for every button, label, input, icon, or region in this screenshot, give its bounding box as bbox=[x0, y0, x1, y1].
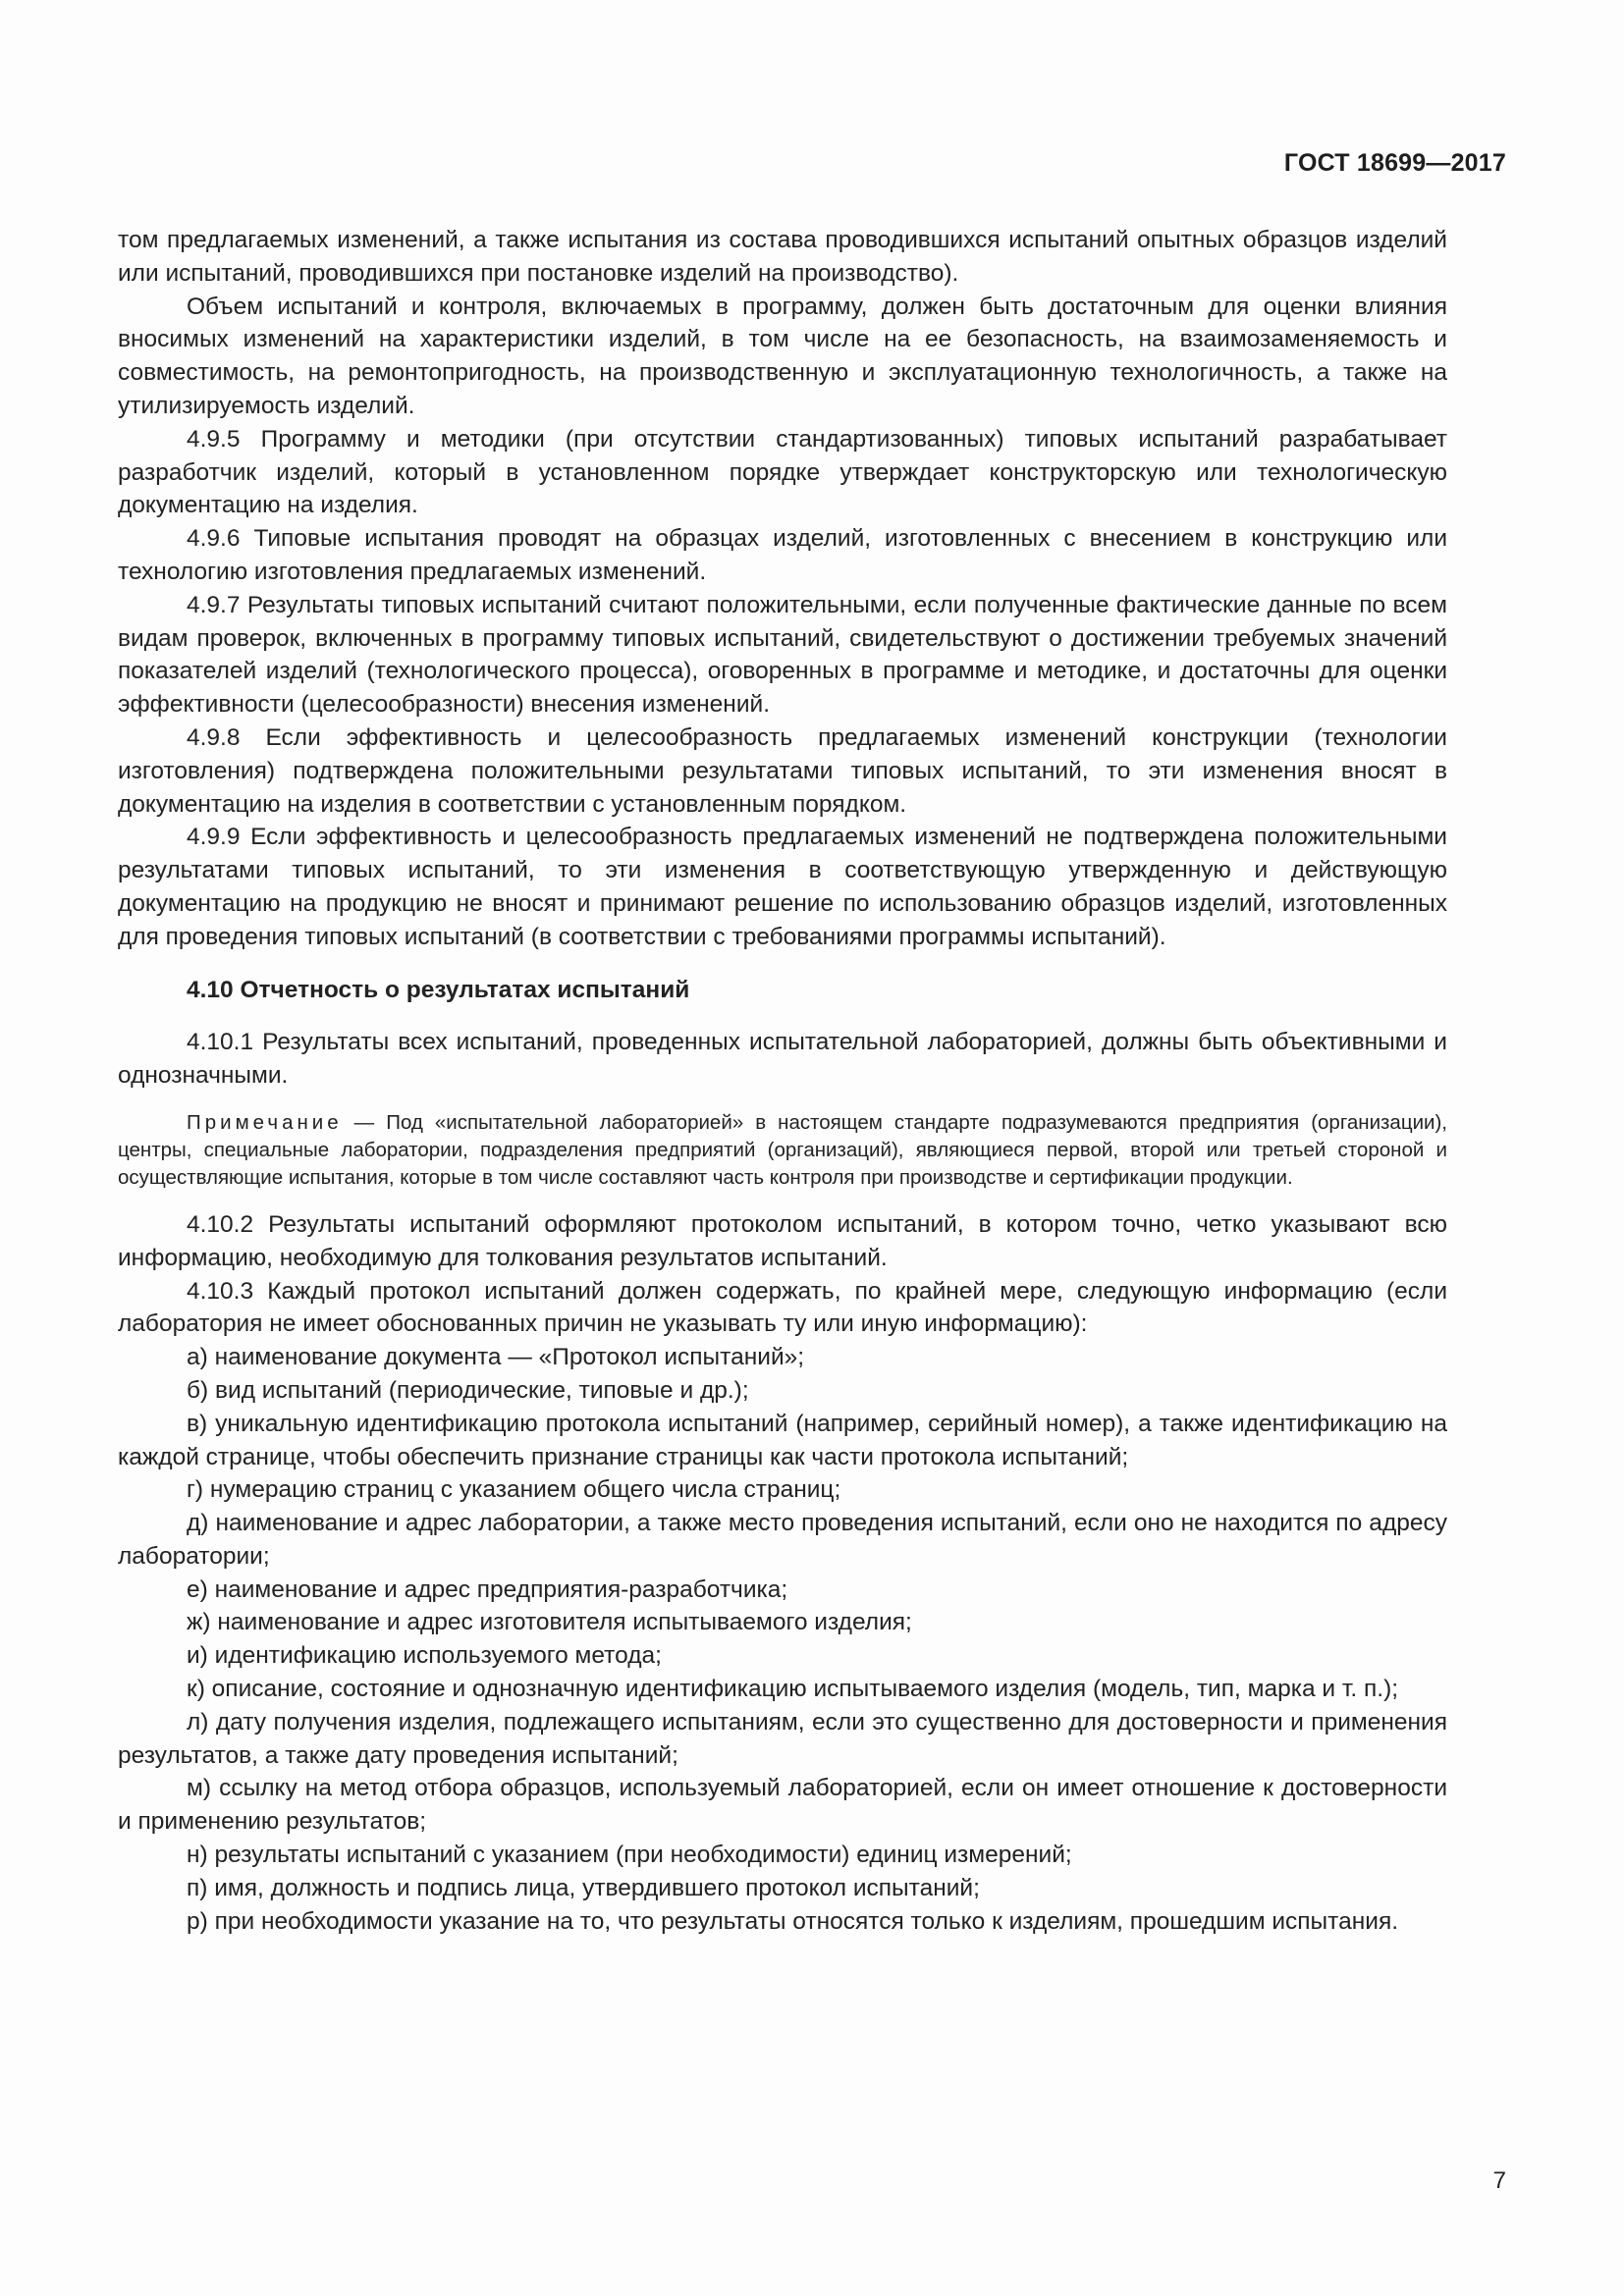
list-item-m: м) ссылку на метод отбора образцов, используемый лабораторией, если он имеет отношение к достоверности и применению результатов; bbox=[118, 1775, 1447, 1836]
clause-4-9-9: 4.9.9 Если эффективность и целесообразность предлагаемых изменений не подтверждена положительными результатами типовых испытаний, то эти изменения в соответствующую утвержденную и действующую документацию на продукцию не вносят и принимают решение по использованию образцов изделий, изготовленных для проведения типовых испытаний (в соответствии с требованиями программы испытаний). bbox=[118, 824, 1447, 950]
clause-4-10-3: 4.10.3 Каждый протокол испытаний должен содержать, по крайней мере, следующую информацию (если лаборатория не имеет обоснованных причин не указывать ту или иную информацию): bbox=[118, 1277, 1447, 1338]
paragraph-continuation: том предлагаемых изменений, а также испытания из состава проводившихся испытаний опытных образцов изделий или испытаний, проводившихся при постановке изделий на производство). bbox=[118, 227, 1447, 287]
list-item-a: а) наименование документа — «Протокол испытаний»; bbox=[187, 1344, 805, 1371]
clause-4-9-8: 4.9.8 Если эффективность и целесообразность предлагаемых изменений конструкции (технологии изготовления) подтверждена положительными результатами типовых испытаний, то эти изменения вносят в документацию на изделия в соответствии с установленным порядком. bbox=[118, 723, 1447, 818]
note-label: Примечание bbox=[187, 1110, 343, 1134]
list-item-b: б) вид испытаний (периодические, типовые и др.); bbox=[187, 1376, 749, 1404]
body-text bbox=[118, 224, 1447, 1938]
clause-4-9-7: 4.9.7 Результаты типовых испытаний считают положительными, если полученные фактические данные по всем видам проверок, включенных в программу типовых испытаний, свидетельствуют о достижении требуемых значений показателей изделий (технологического процесса), оговоренных в программе и методике, и достаточны для оценки эффективности (целесообразности) внесения изменений. bbox=[118, 591, 1447, 719]
page-number: 7 bbox=[1492, 2167, 1506, 2194]
clause-4-10-2: 4.10.2 Результаты испытаний оформляют протоколом испытаний, в котором точно, четко указывают всю информацию, необходимую для толкования результатов испытаний. bbox=[118, 1210, 1447, 1271]
paragraph: Объем испытаний и контроля, включаемых в программу, должен быть достаточным для оценки влияния вносимых изменений на характеристики изделий, в том числе на ее безопасность, на взаимозаменяемость и совместимость, на ремонтопригодность, на производственную и эксплуатационную технологичность, а также на утилизируемость изделий. bbox=[118, 293, 1447, 419]
list-item-e: е) наименование и адрес предприятия-разработчика; bbox=[187, 1575, 788, 1603]
clause-4-9-6: 4.9.6 Типовые испытания проводят на образцах изделий, изготовленных с внесением в конструкцию или технологию изготовления предлагаемых изменений. bbox=[118, 525, 1447, 585]
clause-4-10-1: 4.10.1 Результаты всех испытаний, проведенных испытательной лабораторией, должны быть объективными и однозначными. bbox=[118, 1029, 1447, 1090]
standard-code-header: ГОСТ 18699—2017 bbox=[1283, 149, 1506, 177]
list-item-l: л) дату получения изделия, подлежащего испытаниям, если это существенно для достоверности и применения результатов, а также дату проведения испытаний; bbox=[118, 1708, 1447, 1769]
note bbox=[118, 1109, 1447, 1192]
list-item-k: к) описание, состояние и однозначную идентификацию испытываемого изделия (модель, тип, марка и т. п.); bbox=[187, 1676, 1399, 1703]
list-item-r: р) при необходимости указание на то, что результаты относятся только к изделиям, прошедшим испытания. bbox=[187, 1907, 1399, 1935]
list-item-g: г) нумерацию страниц с указанием общего числа страниц; bbox=[187, 1476, 841, 1504]
clause-4-9-5: 4.9.5 Программу и методики (при отсутствии стандартизованных) типовых испытаний разрабатывает разработчик изделий, который в установленном порядке утверждает конструкторскую или технологическую документацию на изделия. bbox=[118, 425, 1447, 519]
list-item-d: д) наименование и адрес лаборатории, а также место проведения испытаний, если оно не находится по адресу лаборатории; bbox=[118, 1510, 1447, 1570]
note-text: — Под «испытательной лабораторией» в настоящем стандарте подразумеваются предприятия (организации), центры, специальные лаборатории, подразделения предприятий (организаций), являющиеся первой, второй или третьей стороной и осуществляющие испытания, которые в том числе составляют часть контроля при производстве и сертификации продукции. bbox=[118, 1110, 1447, 1189]
list-item-v: в) уникальную идентификацию протокола испытаний (например, серийный номер), а также идентификацию на каждой странице, чтобы обеспечить признание страницы как части протокола испытаний; bbox=[118, 1410, 1447, 1470]
list-item-n: н) результаты испытаний с указанием (при необходимости) единиц измерений; bbox=[187, 1842, 1072, 1869]
list-item-i: и) идентификацию используемого метода; bbox=[187, 1642, 662, 1670]
list-item-zh: ж) наименование и адрес изготовителя испытываемого изделия; bbox=[187, 1609, 912, 1636]
section-heading-4-10: 4.10 Отчетность о результатах испытаний bbox=[187, 976, 690, 1003]
list-item-p: п) имя, должность и подпись лица, утвердившего протокол испытаний; bbox=[187, 1874, 980, 1901]
